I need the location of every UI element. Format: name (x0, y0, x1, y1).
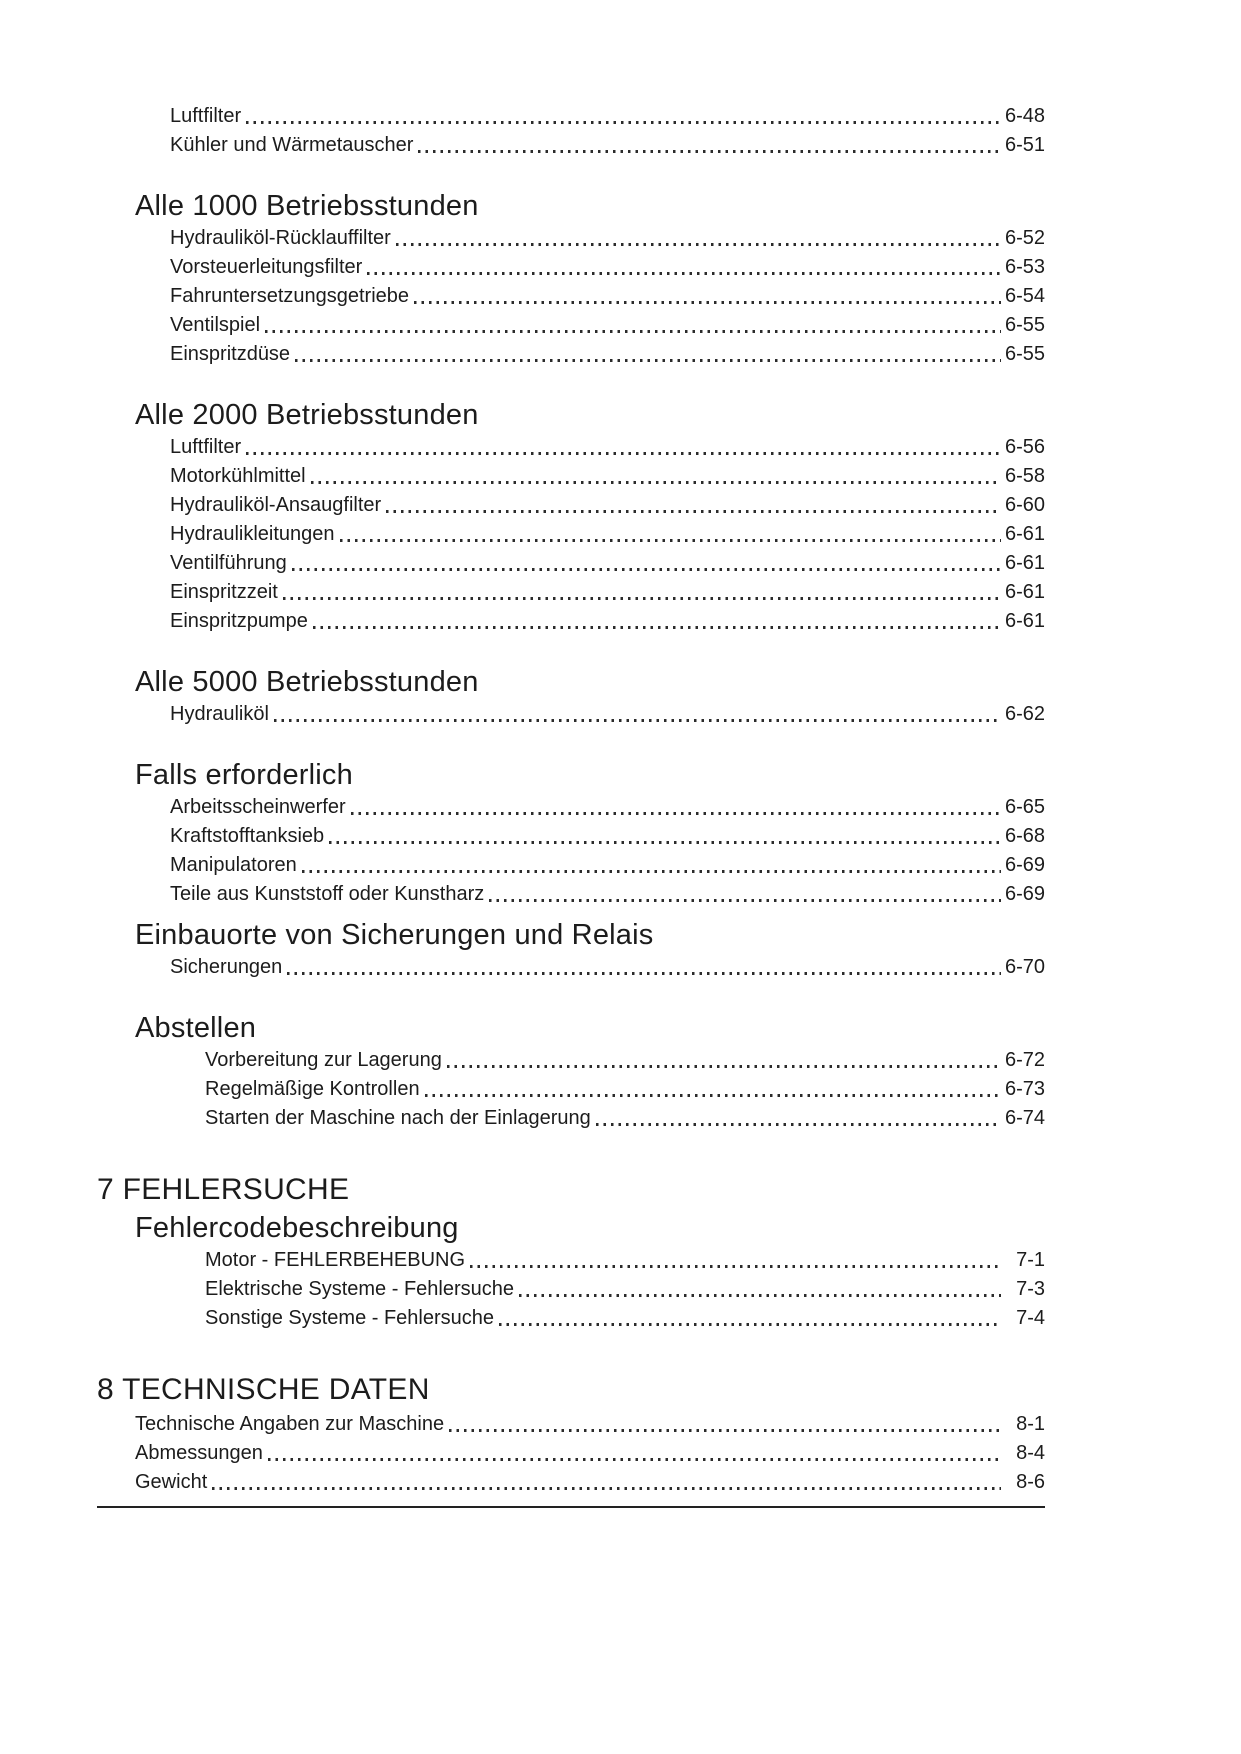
toc-entry-label: Motorkühlmittel (170, 465, 306, 487)
toc-entry-page: 6-70 (1004, 956, 1045, 978)
dot-leader (274, 719, 1001, 722)
toc-entry-label: Sonstige Systeme - Fehlersuche (205, 1307, 495, 1329)
toc-entry-group (97, 953, 1045, 982)
dot-leader (313, 626, 1001, 629)
toc-entry (135, 1410, 1045, 1439)
toc-entry (170, 462, 1045, 491)
chapter-heading: 7 FEHLERSUCHE (97, 1173, 350, 1206)
dot-leader (287, 972, 1001, 975)
toc-entry-page: 6-48 (1004, 105, 1045, 127)
toc-entry-label: Kraftstofftanksieb (170, 825, 325, 847)
toc-entry-label: Starten der Maschine nach der Einlagerung (205, 1107, 591, 1129)
toc-entry-page: 6-74 (1004, 1107, 1045, 1129)
dot-leader (499, 1323, 1001, 1326)
toc-entry (170, 578, 1045, 607)
section-heading: Alle 5000 Betriebsstunden (135, 666, 479, 698)
dot-leader (470, 1265, 1001, 1268)
toc-entry (205, 1075, 1045, 1104)
toc-entry (170, 607, 1045, 636)
section-heading: Abstellen (135, 1012, 257, 1044)
toc-entry (170, 822, 1045, 851)
toc-entry-group (97, 1410, 1045, 1497)
dot-leader (447, 1065, 1001, 1068)
dot-leader (302, 870, 1001, 873)
footer-rule (97, 1506, 1045, 1508)
toc-entry-label: Luftfilter (170, 105, 242, 127)
toc-entry-page: 6-65 (1004, 796, 1045, 818)
toc-entry-page: 6-68 (1004, 825, 1045, 847)
section-heading: Einbauorte von Sicherungen und Relais (135, 919, 654, 951)
toc-entry-group (97, 700, 1045, 729)
toc-entry (170, 880, 1045, 909)
toc-entry-group (97, 1046, 1045, 1133)
toc-entry-label: Hydrauliköl (170, 703, 269, 725)
dot-leader (283, 597, 1001, 600)
toc-entry-page: 6-61 (1004, 523, 1045, 545)
toc-entry (205, 1104, 1045, 1133)
toc-entry-label: Sicherungen (170, 956, 283, 978)
dot-leader (414, 301, 1001, 304)
toc-entry (205, 1275, 1045, 1304)
toc-entry-label: Motor - FEHLERBEHEBUNG (205, 1249, 466, 1271)
toc-entry-page: 6-55 (1004, 343, 1045, 365)
dot-leader (265, 330, 1001, 333)
dot-leader (340, 539, 1001, 542)
toc-entry-page: 6-54 (1004, 285, 1045, 307)
toc-entry-label: Gewicht (135, 1471, 208, 1493)
section-heading: Alle 2000 Betriebsstunden (135, 399, 479, 431)
toc-entry-page: 6-72 (1004, 1049, 1045, 1071)
toc-entry-label: Teile aus Kunststoff oder Kunstharz (170, 883, 485, 905)
dot-leader (489, 899, 1001, 902)
toc-entry (170, 282, 1045, 311)
toc-entry-label: Technische Angaben zur Maschine (135, 1413, 445, 1435)
toc-entry-label: Fahruntersetzungsgetriebe (170, 285, 410, 307)
dot-leader (311, 481, 1001, 484)
toc-entry-label: Ventilführung (170, 552, 287, 574)
toc-entry-page: 6-73 (1004, 1078, 1045, 1100)
dot-leader (268, 1458, 1001, 1461)
dot-leader (329, 841, 1001, 844)
dot-leader (449, 1429, 1001, 1432)
toc-content (97, 102, 1045, 1497)
toc-entry-label: Ventilspiel (170, 314, 261, 336)
toc-entry (170, 953, 1045, 982)
toc-entry (170, 549, 1045, 578)
toc-entry (170, 340, 1045, 369)
chapter-heading: 8 TECHNISCHE DATEN (97, 1373, 430, 1406)
toc-entry-label: Vorbereitung zur Lagerung (205, 1049, 442, 1071)
toc-entry-label: Regelmäßige Kontrollen (205, 1078, 420, 1100)
toc-entry-page: 6-60 (1004, 494, 1045, 516)
section-heading: Alle 1000 Betriebsstunden (135, 190, 479, 222)
section-heading: Fehlercodebeschreibung (135, 1212, 459, 1244)
toc-entry-page: 6-62 (1004, 703, 1045, 725)
toc-entry-page: 6-69 (1004, 883, 1045, 905)
dot-leader (425, 1094, 1001, 1097)
dot-leader (418, 150, 1001, 153)
toc-entry (170, 102, 1045, 131)
toc-entry (170, 433, 1045, 462)
toc-entry-page: 6-61 (1004, 581, 1045, 603)
toc-entry-label: Kühler und Wärmetauscher (170, 134, 414, 156)
toc-entry-label: Hydraulikleitungen (170, 523, 335, 545)
section-heading: Falls erforderlich (135, 759, 353, 791)
toc-entry-page: 6-55 (1004, 314, 1045, 336)
toc-entry-page: 6-56 (1004, 436, 1045, 458)
toc-entry-group (97, 224, 1045, 369)
toc-entry (170, 253, 1045, 282)
toc-entry (170, 224, 1045, 253)
toc-entry-label: Vorsteuerleitungsfilter (170, 256, 363, 278)
toc-entry-page: 6-52 (1004, 227, 1045, 249)
toc-entry-page: 6-53 (1004, 256, 1045, 278)
toc-entry-label: Luftfilter (170, 436, 242, 458)
toc-entry-group (97, 433, 1045, 636)
dot-leader (295, 359, 1001, 362)
toc-entry-page: 8-4 (1016, 1442, 1045, 1464)
toc-entry (170, 520, 1045, 549)
toc-entry-page: 7-3 (1016, 1278, 1045, 1300)
toc-entry (135, 1468, 1045, 1497)
toc-entry (170, 793, 1045, 822)
toc-entry (205, 1246, 1045, 1275)
toc-entry-label: Arbeitsscheinwerfer (170, 796, 346, 818)
toc-entry-page: 6-69 (1004, 854, 1045, 876)
toc-entry-page: 8-1 (1016, 1413, 1045, 1435)
toc-entry-label: Abmessungen (135, 1442, 263, 1464)
dot-leader (246, 452, 1001, 455)
dot-leader (212, 1487, 1001, 1490)
toc-entry-label: Hydrauliköl-Ansaugfilter (170, 494, 382, 516)
toc-entry-page: 6-51 (1004, 134, 1045, 156)
toc-entry-group (97, 1246, 1045, 1333)
dot-leader (596, 1123, 1001, 1126)
dot-leader (292, 568, 1001, 571)
toc-entry-label: Manipulatoren (170, 854, 297, 876)
toc-entry (170, 491, 1045, 520)
toc-entry-label: Einspritzzeit (170, 581, 278, 603)
toc-entry-label: Elektrische Systeme - Fehlersuche (205, 1278, 515, 1300)
toc-entry (205, 1304, 1045, 1333)
toc-entry (170, 311, 1045, 340)
dot-leader (519, 1294, 1001, 1297)
toc-entry-page: 7-4 (1016, 1307, 1045, 1329)
toc-entry (205, 1046, 1045, 1075)
toc-entry (170, 851, 1045, 880)
toc-entry-label: Einspritzpumpe (170, 610, 308, 632)
toc-entry-page: 8-6 (1016, 1471, 1045, 1493)
toc-entry-page: 7-1 (1016, 1249, 1045, 1271)
toc-entry-label: Einspritzdüse (170, 343, 291, 365)
toc-entry-group (97, 793, 1045, 909)
toc-entry-label: Hydrauliköl-Rücklauffilter (170, 227, 391, 249)
toc-entry (135, 1439, 1045, 1468)
toc-entry-page: 6-61 (1004, 552, 1045, 574)
dot-leader (396, 243, 1001, 246)
toc-entry-group (97, 102, 1045, 160)
dot-leader (386, 510, 1001, 513)
dot-leader (246, 121, 1001, 124)
dot-leader (367, 272, 1001, 275)
toc-entry-page: 6-61 (1004, 610, 1045, 632)
dot-leader (351, 812, 1001, 815)
toc-entry (170, 700, 1045, 729)
toc-entry-page: 6-58 (1004, 465, 1045, 487)
toc-entry (170, 131, 1045, 160)
